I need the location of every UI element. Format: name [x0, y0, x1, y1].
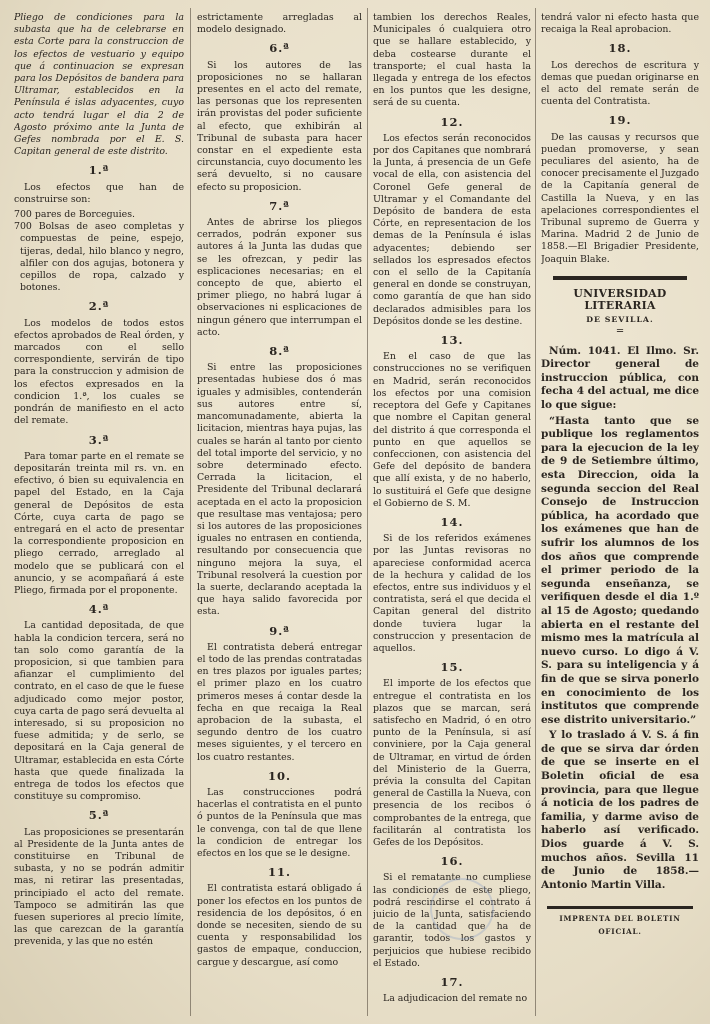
condition-number: 18.	[608, 41, 632, 56]
condition-text: Si los autores de las proposiciones no se hallaran presentes en el acto del remate, las personas que los representen irán provistas del poder suficiente al efecto, que exhibirán al Tribunal de subasta para hacer constar en el expediente esta circunstancia, cuyo documento les será devuelto, si no causare efecto su proposicion.	[197, 59, 362, 193]
condition-number: 13.	[440, 333, 464, 348]
condition-text: El importe de los efectos que entregue el contratista en los plazos que se marcan, será satisfecho en Madrid, ó en otro punto de la Península, si así conviniere, por la Caja general de Ultramar, en virtud de órden del Ministerio de la Guerra, prévia la consulta del Capitan general de Castilla la Nueva, con presencia de los recibos ó comprobantes de la entrega, que facilitarán al contratista los Gefes de los Depósitos.	[373, 678, 531, 848]
condition-text: Las construcciones podrá hacerlas el contratista en el punto ó puntos de la Península que mas le convenga, con tal de que llene la condicion de entregar los efectos en los que se le designe.	[197, 786, 362, 859]
condition-number: 6.ª	[269, 41, 290, 56]
notice-paragraph: Y lo traslado á V. S. á fin de que se sirva dar órden de que se inserte en el Boletin oficial de esa provincia, para que llegue á noticia de los padres de familia, y darme aviso de haberlo así verificado. Dios guarde á V. S. muchos años. Sevilla 11 de Junio de 1858.—Antonio Martin Villa.	[541, 729, 699, 891]
condition-text: Los efectos que han de construirse son:	[14, 181, 184, 205]
condition-text: Los derechos de escritura y demas que puedan originarse en el acto del remate serán de cuenta del Contratista.	[541, 59, 699, 108]
condition-text: Si de los referidos exámenes por las Juntas revisoras no apareciese conformidad acerca de la hechura y calidad de los efectos, entre sus individuos y el contratista, será el que decida el Capitan general del distrito donde tuviera lugar la construccion y presentacion de aquellos.	[373, 533, 531, 654]
items-list	[14, 209, 184, 294]
continued-text: tambien los derechos Reales, Municipales ó cualquiera otro que se hallare establecido, y deba costearse durante el transporte; el cual hasta la llegada y entrega de los efectos en los puntos que les designe, será de su cuenta.	[373, 12, 531, 109]
condition-number: 1.ª	[88, 163, 110, 178]
column-1	[14, 12, 184, 1018]
column-3	[373, 12, 531, 1018]
condition-number: 2.ª	[88, 299, 110, 314]
condition-number: 17.	[440, 975, 464, 990]
section-separator	[553, 276, 687, 280]
condition-text: Antes de abrirse los pliegos cerrados, podrán exponer sus autores á la Junta las dudas que se les ofrezcan, y pedir las esplicaciones necesarias; en el concepto de que, abierto el primer pliego, no habrá lugar á observaciones ni esplicaciones de ningun género que interrumpan el acto.	[197, 217, 362, 338]
condition-text: El contratista estará obligado á poner los efectos en los puntos de residencia de los depósitos, ó en donde se necesiten, siendo de su cuenta y responsabilidad los gastos de empaque, conduccion, cargue y descargue, así como	[197, 883, 362, 968]
condition-text: La adjudicacion del remate no	[383, 993, 528, 1005]
condition-number: 7.ª	[269, 198, 290, 213]
condition-text: En el caso de que las construcciones no se verifiquen en Madrid, serán reconocidos los efectos por una comision receptora del Gefe y Capitanes que nombre el Capitan general del distrito á que corresponda el punto en que aquellos se confeccionen, con asistencia del Gefe del depósito de bandera que allí exista, y de no haberlo, lo sustituirá el Gefe que designe el Gobierno de S. M.	[373, 351, 531, 509]
column-divider	[535, 8, 536, 1016]
condition-number: 5.ª	[88, 808, 110, 823]
condition-text: La cantidad depositada, de que habla la condicion tercera, será no tan solo como garantía de la proposicion, si que tambien para afianzar el cumplimiento del contrato, en el caso de que le fuese adjudicado como mejor postor, cuya carta de pago será devuelta al interesado, si su proposicion no fuese admitida; y de serlo, se depositará en la Caja general de Ultramar, establecida en esta Córte hasta que quede finalizada la entrega de todos los efectos que constituye su compromiso.	[14, 620, 184, 803]
ornament-rule: ═	[616, 326, 624, 338]
condition-text: Las proposiciones se presentarán al Presidente de la Junta antes de constituirse en Tribunal de subasta, y no se podrán admitir mas, ni retirar las presentadas, principiado el acto del remate. Tampoco se admitirán las que fuesen superiores al precio límite, las que carezcan de la garantía prevenida, y las que no estén	[14, 826, 184, 948]
column-2	[197, 12, 362, 1018]
condition-number: 14.	[440, 514, 464, 529]
condition-number: 4.ª	[88, 602, 110, 617]
condition-text: Los modelos de todos estos efectos aprobados de Real órden, y marcados con el sello correspondiente, servirán de tipo para la construccion y admision de los efectos expresados en la condicion 1.ª, los cuales se pondrán de manifiesto en el acto del remate.	[14, 317, 184, 427]
university-notice	[541, 345, 699, 893]
condition-text: De las causas y recursos que puedan promoverse, y sean peculiares del asiento, ha de conocer precisamente el Juzgado de la Capitanía general de Castilla la Nueva, y en las apelaciones correspondientes el Tribunal supremo de Guerra y Marina. Madrid 2 de Junio de 1858.—El Brigadier Presidente, Joaquin Blake.	[541, 131, 699, 265]
printer-imprint: IMPRENTA DEL BOLETIN OFICIAL.	[559, 914, 681, 936]
library-stamp	[430, 878, 494, 940]
condition-number: 12.	[440, 114, 464, 129]
column-4	[541, 12, 699, 1018]
tender-intro: Pliego de condiciones para la subasta que ha de celebrarse en esta Corte para la construccion de los efectos de vestuario y equipo que á continuacion se expresan para los Depósitos de bandera para Ultramar, establecidos en la Península é islas adyacentes, cuyo acto tendrá lugar el dia 2 de Agosto próximo ante la Junta de Gefes nombrada por el E. S. Capitan general de este distrito.	[14, 12, 184, 158]
section-heading: UNIVERSIDAD LITERARIA	[573, 286, 667, 313]
condition-number: 16.	[440, 854, 464, 869]
condition-number: 3.ª	[88, 432, 110, 447]
notice-paragraph: “Hasta tanto que se publique los reglamentos para la ejecucion de la ley de 9 de Setiembre último, esta Direccion, oida la segunda seccion del Real Consejo de Instruccion pública, ha acordado que los exámenes que han de sufrir los alumnos de los dos años que comprende el primer periodo de la segunda enseñanza, se verifiquen desde el dia 1.º al 15 de Agosto; quedando abierta en el restante del mismo mes la matrícula al nuevo curso. Lo digo á V. S. para su inteligencia y á fin de que se sirva ponerlo en conocimiento de los institutos que comprende ese distrito universitario.”	[541, 414, 699, 726]
condition-number: 9.ª	[269, 623, 290, 638]
condition-number: 8.ª	[269, 344, 290, 359]
continued-text: estrictamente arregladas al modelo designado.	[197, 12, 362, 36]
condition-number: 15.	[440, 660, 464, 675]
continued-text: tendrá valor ni efecto hasta que recaiga la Real aprobacion.	[541, 12, 699, 36]
condition-number: 10.	[267, 768, 291, 783]
condition-text: Los efectos serán reconocidos por dos Capitanes que nombrará la Junta, á presencia de un Gefe vocal de ella, con asistencia del Coronel Gefe general de Ultramar y el Comandante del Depósito de bandera de esta Córte, en representacion de los demas de la Península é islas adyacentes; debiendo ser sellados los espresados efectos con el sello de la Capitanía general en donde se construyan, como garantía de que han sido declarados admisibles para los Depósitos donde se les destine.	[373, 132, 531, 327]
list-item: 700 Bolsas de aseo completas y compuestas de peine, espejo, tijeras, dedal, hilo blanco y negro, alfiler con dos agujas, botonera y cepillos de ropa, calzado y botones.	[14, 221, 184, 294]
condition-text: El contratista deberá entregar el todo de las prendas contratadas en tres plazos por iguales partes; el primer plazo en los cuatro primeros meses á contar desde la fecha en que recaiga la Real aprobacion de la subasta, el segundo dentro de los cuatro meses siguientes, y el tercero en los cuatro restantes.	[197, 641, 362, 763]
list-item: 700 pares de Borceguies.	[14, 209, 136, 221]
footer-rule	[547, 906, 693, 909]
column-divider	[367, 8, 368, 1016]
condition-text: Para tomar parte en el remate se depositarán treinta mil rs. vn. en efectivo, ó bien su equivalencia en papel del Estado, en la Caja general de Depósitos de esta Córte, cuya carta de pago se entregará en el acto de presentar la correspondiente proposicion en pliego cerrado, arreglado al modelo que se publicará con el anuncio, y se acompañará á este Pliego, firmada por el proponente.	[14, 450, 184, 596]
condition-text: Si entre las proposiciones presentadas hubiese dos ó mas iguales y admisibles, contenderán sus autores entre sí, mancomunadamente, abierta la licitacion, mientras haya pujas, las cuales se harán al tanto por ciento del total importe del servicio, y no sobre determinado efecto. Cerrada la licitacion, el Presidente del Tribunal declarará aceptada en el acto la proposicion que resultase mas ventajosa; pero si los autores de las proposiciones iguales no entrasen en contienda, resultando por consecuencia que ninguno mejora la suya, el Tribunal resolverá la cuestion por la suerte, declarando aceptada la que haya salido favorecida por esta.	[197, 362, 362, 618]
column-divider	[190, 8, 191, 1016]
condition-number: 11.	[267, 865, 291, 880]
section-subheading: DE SEVILLA.	[586, 315, 654, 325]
condition-text: Si el rematante no cumpliese las condiciones de este pliego, podrá rescindirse el contrato á juicio de la Junta, satisfaciendo de la cantidad que ha de garantir, todos los gastos y perjuicios que hubiese recibido el Estado.	[373, 872, 531, 969]
notice-paragraph: Núm. 1041. El Ilmo. Sr. Director general de instruccion pública, con fecha 4 del actual, me dice lo que sigue:	[541, 344, 699, 412]
condition-number: 19.	[608, 113, 632, 128]
